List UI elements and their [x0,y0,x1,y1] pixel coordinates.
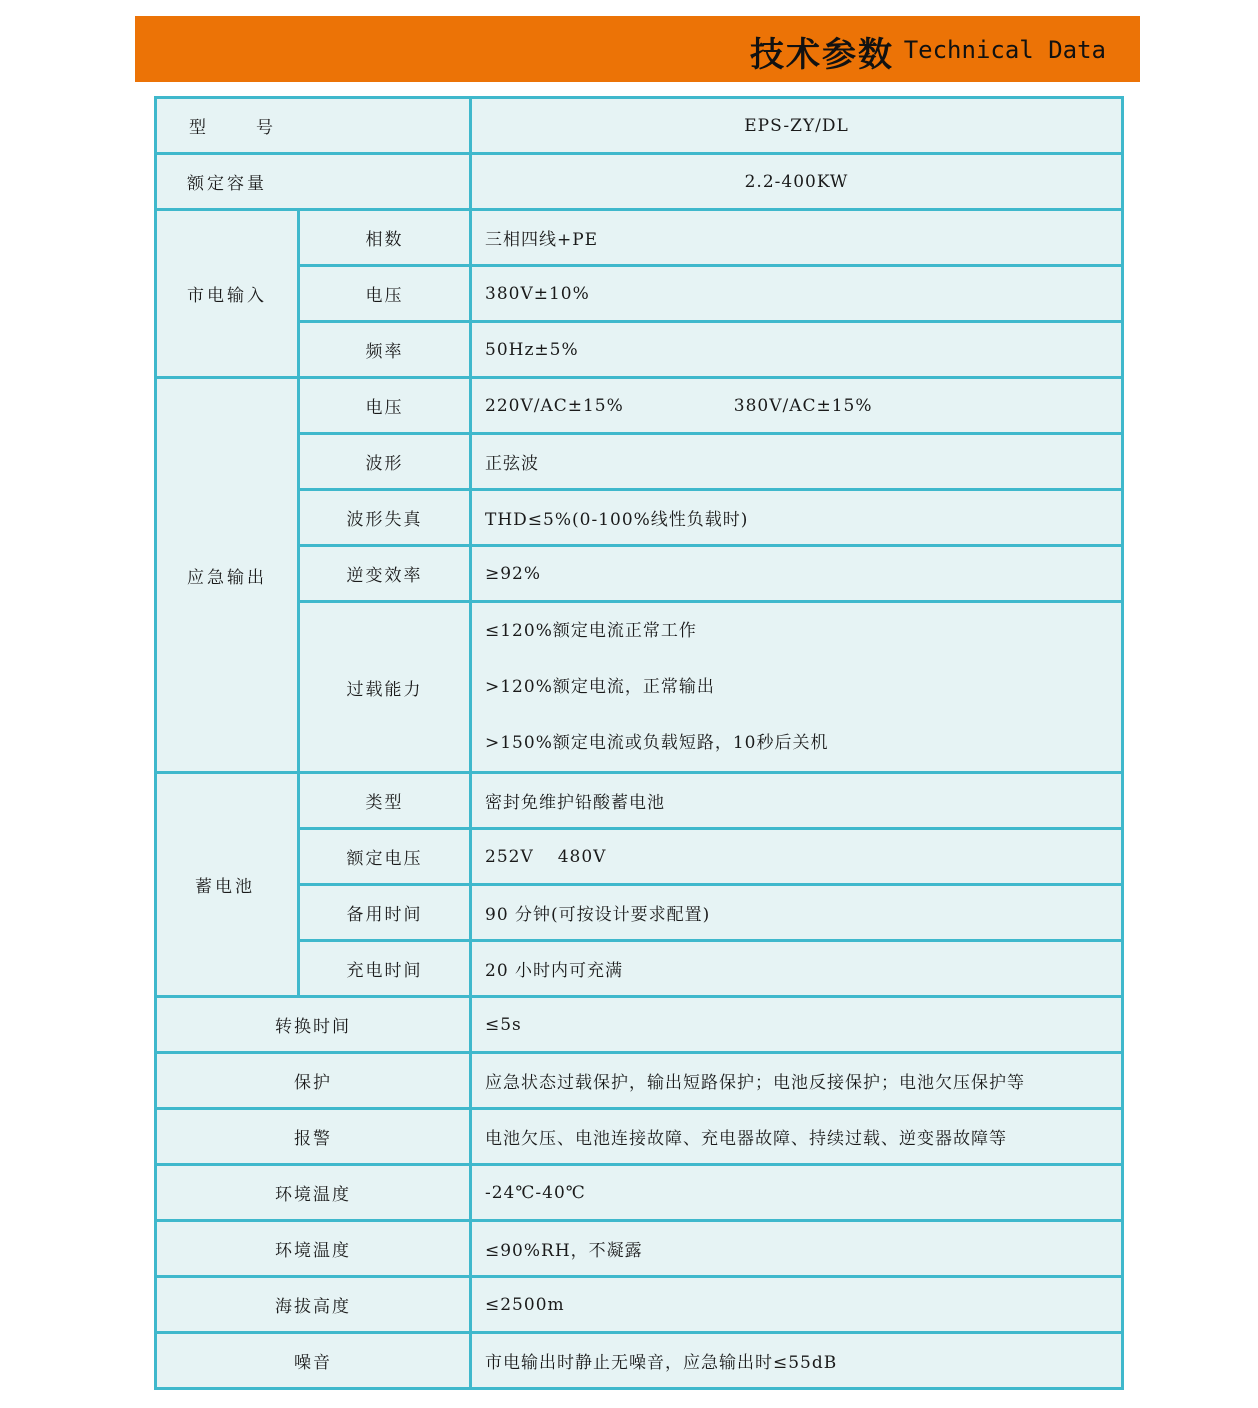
table-row [156,1165,1123,1221]
table-row [156,266,1123,322]
overload-line: >150%额定电流或负载短路，10秒后关机 [485,733,829,753]
row-value: ≤5s [471,997,1123,1053]
row-label: 海拔高度 [156,1277,471,1333]
table-row [156,490,1123,546]
table-row-model [156,98,1123,154]
row-label: 转换时间 [156,997,471,1053]
spec-table [154,96,1124,1390]
table-row [156,1109,1123,1165]
row-label: 额定电压 [299,829,471,885]
row-label: 逆变效率 [299,546,471,602]
table-row-rated-capacity [156,154,1123,210]
row-value: -24℃-40℃ [471,1165,1123,1221]
table-row [156,1277,1123,1333]
page-title: 技术参数 [750,35,894,75]
model-value: EPS-ZY/DL [471,98,1123,154]
row-value: 密封免维护铅酸蓄电池 [471,773,1123,829]
row-label: 充电时间 [299,941,471,997]
table-row [156,322,1123,378]
row-value: 90 分钟(可按设计要求配置) [471,885,1123,941]
table-row [156,434,1123,490]
row-label: 频率 [299,322,471,378]
table-row [156,885,1123,941]
row-value: 220V/AC±15% 380V/AC±15% [471,378,1123,434]
table-row [156,1221,1123,1277]
table-row [156,546,1123,602]
rated-capacity-value: 2.2-400KW [471,154,1123,210]
row-label: 电压 [299,266,471,322]
row-value: 应急状态过载保护，输出短路保护；电池反接保护；电池欠压保护等 [471,1053,1123,1109]
table-row [156,773,1123,829]
table-row [156,941,1123,997]
battery-label: 蓄电池 [156,773,299,997]
table-row [156,1333,1123,1389]
row-value [471,602,1123,773]
emergency-output-label: 应急输出 [156,378,299,773]
row-label: 保护 [156,1053,471,1109]
row-label: 过载能力 [299,602,471,773]
overload-line: ≤120%额定电流正常工作 [485,621,697,641]
row-label: 噪音 [156,1333,471,1389]
table-row [156,1053,1123,1109]
row-label: 波形失真 [299,490,471,546]
row-label: 环境温度 [156,1165,471,1221]
row-value: ≥92% [471,546,1123,602]
table-row [156,997,1123,1053]
row-label: 报警 [156,1109,471,1165]
row-value: 50Hz±5% [471,322,1123,378]
table-row [156,602,1123,773]
table-row [156,210,1123,266]
row-value: THD≤5%(0-100%线性负载时) [471,490,1123,546]
row-label: 相数 [299,210,471,266]
row-value: 20 小时内可充满 [471,941,1123,997]
row-label: 波形 [299,434,471,490]
mains-input-label: 市电输入 [156,210,299,378]
header-banner [135,16,1140,82]
row-value: 252V 480V [471,829,1123,885]
row-value: 市电输出时静止无噪音，应急输出时≤55dB [471,1333,1123,1389]
model-label: 型 号 [156,98,471,154]
overload-line: >120%额定电流，正常输出 [485,677,715,697]
row-value: 电池欠压、电池连接故障、充电器故障、持续过载、逆变器故障等 [471,1109,1123,1165]
row-value: 三相四线+PE [471,210,1123,266]
page-title-english: Technical Data [903,36,1106,64]
rated-capacity-label: 额定容量 [156,154,471,210]
row-label: 环境温度 [156,1221,471,1277]
row-label: 类型 [299,773,471,829]
row-value: 正弦波 [471,434,1123,490]
row-label: 电压 [299,378,471,434]
table-row [156,378,1123,434]
row-value: ≤2500m [471,1277,1123,1333]
row-value: 380V±10% [471,266,1123,322]
row-value: ≤90%RH，不凝露 [471,1221,1123,1277]
row-label: 备用时间 [299,885,471,941]
table-row [156,829,1123,885]
